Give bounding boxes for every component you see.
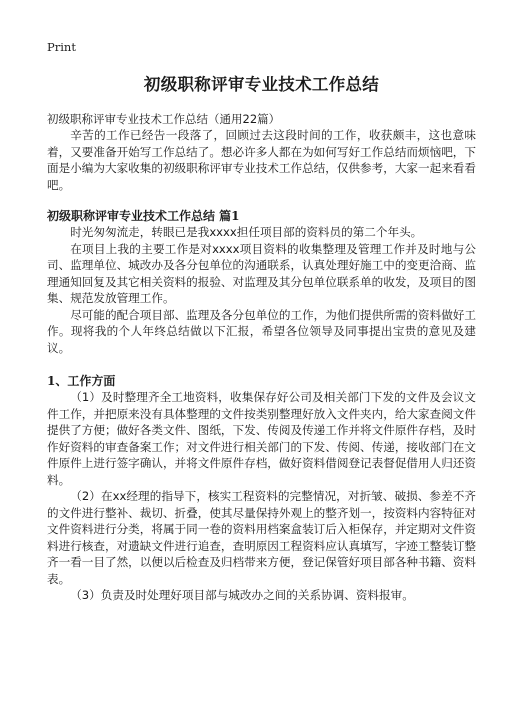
body-paragraph: 尽可能的配合项目部、监理及各分包单位的工作，为他们提供所需的资料做好工作。现将我的个人年终总结做以下汇报，希望各位领导及同事提出宝贵的意见及建议。 — [47, 307, 476, 355]
body-paragraph: 在项目上我的主要工作是对xxxx项目资料的收集整理及管理工作并及时地与公司、监理单位、城改办及各分包单位的沟通联系，认真处理好施工中的变更洽商、监理通知回复及其它相关资料的报验、对监理及其分包单位联系单的收发，及项目的图集、规范发放管理工作。 — [47, 241, 476, 305]
intro-paragraph: 辛苦的工作已经告一段落了，回顾过去这段时间的工作，收获颇丰，这也意味着，又要准备开始写工作总结了。想必许多人都在为如何写好工作总结而烦恼吧，下面是小编为大家收集的初级职称评审专业技术工作总结，仅供参考，大家一起来看看吧。 — [47, 128, 476, 192]
document-title: 初级职称评审专业技术工作总结 — [143, 75, 380, 94]
body-paragraph: 时光匆匆流走，转眼已是我xxxx担任项目部的资料员的第二个年头。 — [70, 225, 423, 239]
document-subtitle: 初级职称评审专业技术工作总结（通用22篇） — [47, 112, 281, 126]
list-item-paragraph: （2）在xx经理的指导下，核实工程资料的完整情况，对折皱、破损、参差不齐的文件进行整补、裁切、折叠，使其尽量保持外观上的整齐划一，按资料内容特征对文件资料进行分类，将属于同一卷的资料用档案盒装订后入柜保存，并定期对文件资料进行核查，对遗缺文件进行追查，查明原因工程资料应认真填写，字迹工整装订整齐一看一目了然，以便以后检查及归档带来方便，登记保管好项目部各种书籍、资料表。 — [47, 489, 476, 586]
list-item-paragraph: （1）及时整理齐全工地资料，收集保存好公司及相关部门下发的文件及会议文件工作，并把原来没有具体整理的文件按类别整理好放入文件夹内，给大家查阅文件提供了方便；做好各类文件、图纸，下发、传阅及传递工作并将文件原件存档，及时作好资料的审查备案工作；对文件进行相关部门的下发、传阅、传递，接收部门在文件原件上进行签字确认，并将文件原件存档，做好资料借阅登记表督促借用人归还资料。 — [47, 390, 476, 487]
sub-heading: 1、工作方面 — [47, 374, 116, 388]
section-heading: 初级职称评审专业技术工作总结 篇1 — [47, 209, 240, 223]
list-item-paragraph: （3）负责及时处理好项目部与城改办之间的关系协调、资料报审。 — [70, 588, 414, 602]
print-label: Print — [47, 40, 76, 54]
